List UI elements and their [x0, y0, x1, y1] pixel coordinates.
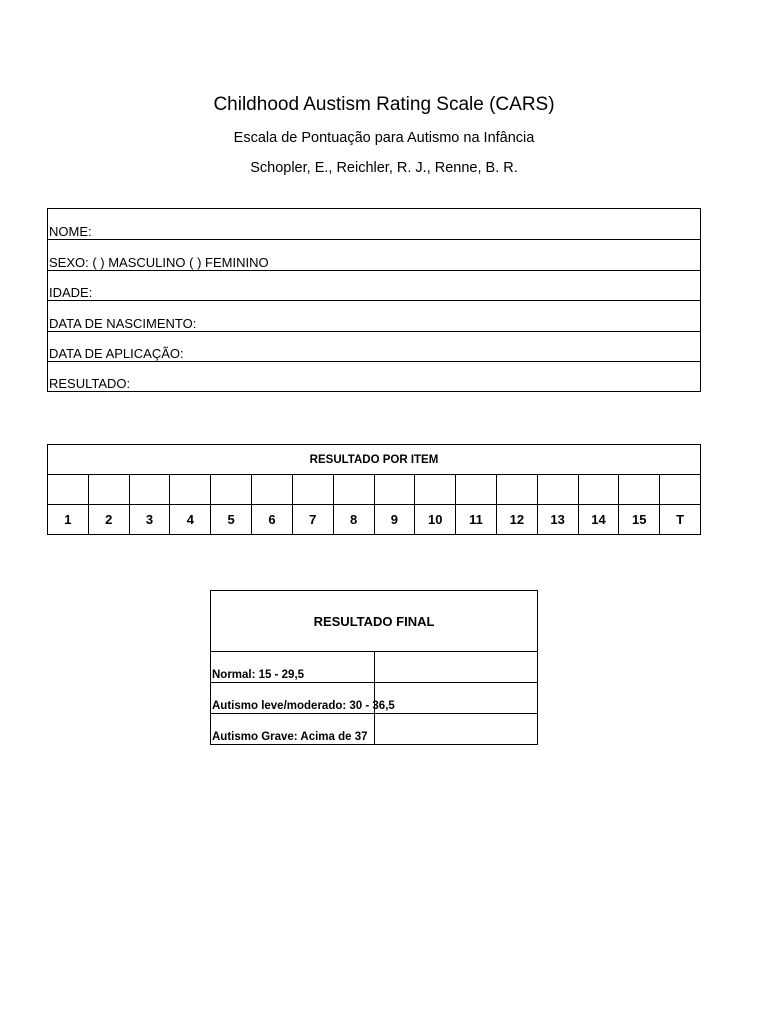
range-severe-box[interactable]	[374, 714, 538, 745]
range-normal-label: Normal: 15 - 29,5	[211, 652, 375, 683]
item-score-cell[interactable]	[129, 475, 170, 505]
field-application-date[interactable]: DATA DE APLICAÇÃO:	[48, 331, 700, 361]
field-name[interactable]: NOME:	[49, 224, 92, 240]
item-score-row	[48, 475, 701, 505]
item-score-cell[interactable]	[170, 475, 211, 505]
item-score-cell[interactable]	[619, 475, 660, 505]
item-score-cell[interactable]	[456, 475, 497, 505]
range-mild-moderate-label: Autismo leve/moderado: 30 - 36,5	[211, 683, 375, 714]
item-result-table	[47, 444, 701, 535]
document-subtitle: Escala de Pontuação para Autismo na Infância	[233, 130, 535, 146]
range-severe-label: Autismo Grave: Acima de 37	[211, 714, 375, 745]
item-number: 3	[129, 505, 170, 535]
item-score-cell[interactable]	[374, 475, 415, 505]
item-total: T	[660, 505, 701, 535]
range-mild-moderate-box[interactable]	[374, 683, 538, 714]
field-result[interactable]: RESULTADO:	[48, 361, 700, 391]
item-score-cell[interactable]	[496, 475, 537, 505]
final-result-table	[210, 590, 538, 745]
item-score-cell[interactable]	[660, 475, 701, 505]
item-number: 7	[292, 505, 333, 535]
field-birth-date[interactable]: DATA DE NASCIMENTO:	[48, 300, 700, 330]
final-range-row	[211, 714, 538, 745]
item-table-title: RESULTADO POR ITEM	[48, 445, 701, 475]
item-score-cell[interactable]	[292, 475, 333, 505]
item-score-cell[interactable]	[88, 475, 129, 505]
item-score-cell[interactable]	[333, 475, 374, 505]
item-number: 8	[333, 505, 374, 535]
final-range-row	[211, 652, 538, 683]
item-number: 13	[537, 505, 578, 535]
item-number: 15	[619, 505, 660, 535]
document-title: Childhood Austism Rating Scale (CARS)	[213, 94, 555, 115]
range-normal-box[interactable]	[374, 652, 538, 683]
item-number: 2	[88, 505, 129, 535]
item-score-cell[interactable]	[578, 475, 619, 505]
item-number: 11	[456, 505, 497, 535]
final-range-row	[211, 683, 538, 714]
item-number: 4	[170, 505, 211, 535]
item-number: 6	[252, 505, 293, 535]
final-table-title: RESULTADO FINAL	[211, 591, 538, 652]
item-score-cell[interactable]	[211, 475, 252, 505]
item-number: 5	[211, 505, 252, 535]
item-score-cell[interactable]	[48, 475, 89, 505]
item-score-cell[interactable]	[415, 475, 456, 505]
item-number: 14	[578, 505, 619, 535]
item-score-cell[interactable]	[537, 475, 578, 505]
item-number: 10	[415, 505, 456, 535]
document-authors: Schopler, E., Reichler, R. J., Renne, B. R.	[250, 160, 518, 176]
field-age[interactable]: IDADE:	[48, 270, 700, 300]
identification-table	[47, 208, 701, 392]
item-number-row	[48, 505, 701, 535]
field-sex[interactable]: SEXO: ( ) MASCULINO ( ) FEMININO	[48, 239, 700, 269]
item-number: 1	[48, 505, 89, 535]
item-number: 12	[496, 505, 537, 535]
item-number: 9	[374, 505, 415, 535]
item-score-cell[interactable]	[252, 475, 293, 505]
